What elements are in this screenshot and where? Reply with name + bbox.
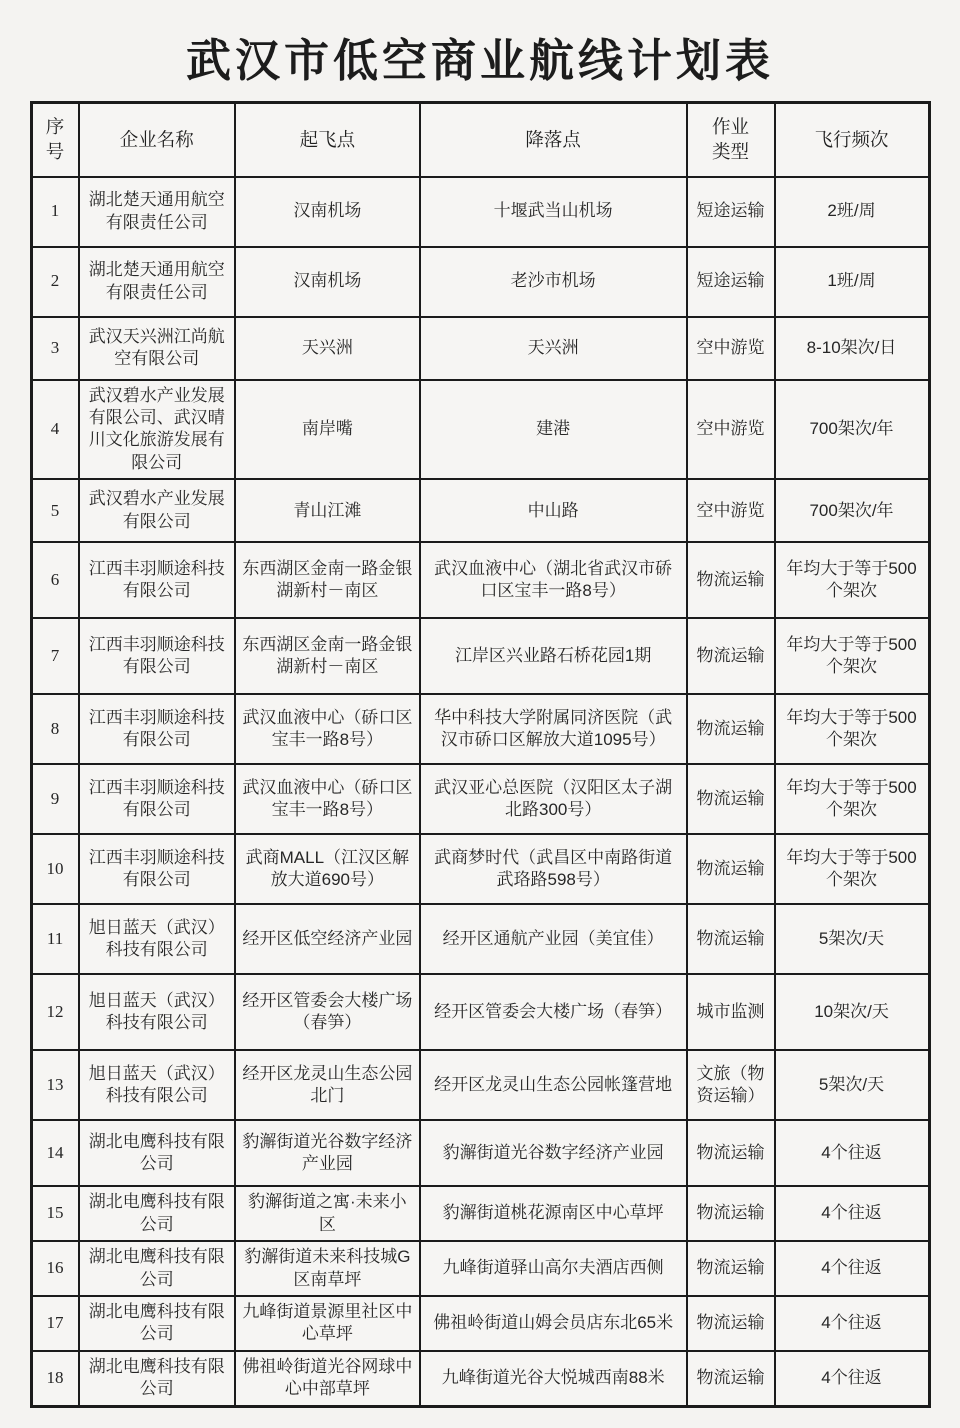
cell-landing-point: 老沙市机场 bbox=[420, 247, 687, 317]
cell-operation-type: 短途运输 bbox=[687, 247, 775, 317]
cell-flight-frequency: 年均大于等于500个架次 bbox=[775, 694, 929, 764]
cell-serial: 5 bbox=[31, 479, 79, 542]
cell-company: 湖北电鹰科技有限公司 bbox=[79, 1241, 235, 1296]
cell-takeoff-point: 汉南机场 bbox=[235, 247, 420, 317]
page-title: 武汉市低空商业航线计划表 bbox=[185, 35, 774, 86]
cell-company: 旭日蓝天（武汉）科技有限公司 bbox=[79, 974, 235, 1050]
table-row bbox=[31, 974, 929, 1050]
cell-landing-point: 经开区通航产业园（美宜佳） bbox=[420, 904, 687, 974]
cell-takeoff-point: 经开区低空经济产业园 bbox=[235, 904, 420, 974]
table-row bbox=[31, 317, 929, 380]
cell-operation-type: 物流运输 bbox=[687, 904, 775, 974]
cell-landing-point: 九峰街道驿山高尔夫酒店西侧 bbox=[420, 1241, 687, 1296]
cell-serial: 8 bbox=[31, 694, 79, 764]
routes-table bbox=[30, 101, 931, 1408]
cell-company: 江西丰羽顺途科技有限公司 bbox=[79, 764, 235, 834]
cell-flight-frequency: 700架次/年 bbox=[775, 380, 929, 480]
cell-serial: 1 bbox=[31, 177, 79, 247]
cell-operation-type: 城市监测 bbox=[687, 974, 775, 1050]
table-row bbox=[31, 904, 929, 974]
cell-landing-point: 中山路 bbox=[420, 479, 687, 542]
table-row bbox=[31, 618, 929, 694]
cell-takeoff-point: 武汉血液中心（硚口区宝丰一路8号） bbox=[235, 694, 420, 764]
cell-takeoff-point: 东西湖区金南一路金银湖新村－南区 bbox=[235, 542, 420, 618]
cell-company: 湖北电鹰科技有限公司 bbox=[79, 1351, 235, 1406]
cell-landing-point: 豹澥街道桃花源南区中心草坪 bbox=[420, 1186, 687, 1241]
cell-serial: 18 bbox=[31, 1351, 79, 1406]
cell-flight-frequency: 10架次/天 bbox=[775, 974, 929, 1050]
cell-landing-point: 佛祖岭街道山姆会员店东北65米 bbox=[420, 1296, 687, 1351]
cell-landing-point: 天兴洲 bbox=[420, 317, 687, 380]
cell-flight-frequency: 4个往返 bbox=[775, 1241, 929, 1296]
cell-company: 武汉碧水产业发展有限公司 bbox=[79, 479, 235, 542]
cell-serial: 13 bbox=[31, 1050, 79, 1120]
cell-landing-point: 九峰街道光谷大悦城西南88米 bbox=[420, 1351, 687, 1406]
cell-operation-type: 物流运输 bbox=[687, 1186, 775, 1241]
cell-serial: 16 bbox=[31, 1241, 79, 1296]
cell-company: 湖北楚天通用航空有限责任公司 bbox=[79, 247, 235, 317]
column-header-company: 企业名称 bbox=[79, 103, 235, 177]
table-row bbox=[31, 834, 929, 904]
cell-operation-type: 物流运输 bbox=[687, 542, 775, 618]
cell-operation-type: 物流运输 bbox=[687, 764, 775, 834]
cell-landing-point: 江岸区兴业路石桥花园1期 bbox=[420, 618, 687, 694]
cell-operation-type: 物流运输 bbox=[687, 834, 775, 904]
cell-serial: 12 bbox=[31, 974, 79, 1050]
cell-serial: 2 bbox=[31, 247, 79, 317]
cell-company: 江西丰羽顺途科技有限公司 bbox=[79, 618, 235, 694]
cell-operation-type: 物流运输 bbox=[687, 1241, 775, 1296]
table-row bbox=[31, 694, 929, 764]
cell-company: 湖北电鹰科技有限公司 bbox=[79, 1120, 235, 1186]
table-row bbox=[31, 1050, 929, 1120]
cell-operation-type: 短途运输 bbox=[687, 177, 775, 247]
table-row bbox=[31, 1186, 929, 1241]
cell-company: 江西丰羽顺途科技有限公司 bbox=[79, 542, 235, 618]
cell-takeoff-point: 南岸嘴 bbox=[235, 380, 420, 480]
cell-takeoff-point: 佛祖岭街道光谷网球中心中部草坪 bbox=[235, 1351, 420, 1406]
cell-landing-point: 武汉血液中心（湖北省武汉市硚口区宝丰一路8号） bbox=[420, 542, 687, 618]
cell-flight-frequency: 4个往返 bbox=[775, 1186, 929, 1241]
cell-flight-frequency: 1班/周 bbox=[775, 247, 929, 317]
cell-company: 旭日蓝天（武汉）科技有限公司 bbox=[79, 1050, 235, 1120]
cell-landing-point: 建港 bbox=[420, 380, 687, 480]
cell-operation-type: 文旅（物资运输） bbox=[687, 1050, 775, 1120]
table-row bbox=[31, 1241, 929, 1296]
cell-company: 湖北电鹰科技有限公司 bbox=[79, 1186, 235, 1241]
table-row bbox=[31, 479, 929, 542]
cell-operation-type: 空中游览 bbox=[687, 479, 775, 542]
cell-landing-point: 华中科技大学附属同济医院（武汉市硚口区解放大道1095号） bbox=[420, 694, 687, 764]
cell-company: 江西丰羽顺途科技有限公司 bbox=[79, 694, 235, 764]
cell-serial: 3 bbox=[31, 317, 79, 380]
cell-landing-point: 豹澥街道光谷数字经济产业园 bbox=[420, 1120, 687, 1186]
cell-takeoff-point: 九峰街道景源里社区中心草坪 bbox=[235, 1296, 420, 1351]
cell-serial: 11 bbox=[31, 904, 79, 974]
cell-landing-point: 十堰武当山机场 bbox=[420, 177, 687, 247]
cell-company: 武汉碧水产业发展有限公司、武汉晴川文化旅游发展有限公司 bbox=[79, 380, 235, 480]
column-header-serial: 序号 bbox=[31, 103, 79, 177]
cell-landing-point: 武汉亚心总医院（汉阳区太子湖北路300号） bbox=[420, 764, 687, 834]
cell-serial: 14 bbox=[31, 1120, 79, 1186]
cell-operation-type: 空中游览 bbox=[687, 380, 775, 480]
cell-landing-point: 经开区管委会大楼广场（春笋） bbox=[420, 974, 687, 1050]
cell-company: 旭日蓝天（武汉）科技有限公司 bbox=[79, 904, 235, 974]
table-row bbox=[31, 177, 929, 247]
table-row bbox=[31, 542, 929, 618]
column-header-landing: 降落点 bbox=[420, 103, 687, 177]
cell-takeoff-point: 豹澥街道未来科技城G区南草坪 bbox=[235, 1241, 420, 1296]
cell-takeoff-point: 青山江滩 bbox=[235, 479, 420, 542]
table-row bbox=[31, 1296, 929, 1351]
cell-serial: 15 bbox=[31, 1186, 79, 1241]
cell-company: 湖北电鹰科技有限公司 bbox=[79, 1296, 235, 1351]
table-body bbox=[31, 177, 929, 1407]
cell-landing-point: 经开区龙灵山生态公园帐篷营地 bbox=[420, 1050, 687, 1120]
cell-operation-type: 物流运输 bbox=[687, 1351, 775, 1406]
table-row bbox=[31, 247, 929, 317]
cell-flight-frequency: 700架次/年 bbox=[775, 479, 929, 542]
cell-flight-frequency: 4个往返 bbox=[775, 1296, 929, 1351]
cell-operation-type: 物流运输 bbox=[687, 618, 775, 694]
cell-takeoff-point: 豹澥街道光谷数字经济产业园 bbox=[235, 1120, 420, 1186]
cell-flight-frequency: 5架次/天 bbox=[775, 904, 929, 974]
table-row bbox=[31, 764, 929, 834]
cell-serial: 6 bbox=[31, 542, 79, 618]
cell-flight-frequency: 年均大于等于500个架次 bbox=[775, 618, 929, 694]
table-row bbox=[31, 1351, 929, 1406]
cell-flight-frequency: 年均大于等于500个架次 bbox=[775, 542, 929, 618]
cell-takeoff-point: 豹澥街道之寓·未来小区 bbox=[235, 1186, 420, 1241]
cell-takeoff-point: 武汉血液中心（硚口区宝丰一路8号） bbox=[235, 764, 420, 834]
cell-landing-point: 武商梦时代（武昌区中南路街道武珞路598号） bbox=[420, 834, 687, 904]
cell-flight-frequency: 年均大于等于500个架次 bbox=[775, 834, 929, 904]
cell-takeoff-point: 汉南机场 bbox=[235, 177, 420, 247]
column-header-takeoff: 起飞点 bbox=[235, 103, 420, 177]
cell-takeoff-point: 武商MALL（江汉区解放大道690号） bbox=[235, 834, 420, 904]
cell-takeoff-point: 经开区管委会大楼广场（春笋） bbox=[235, 974, 420, 1050]
cell-takeoff-point: 天兴洲 bbox=[235, 317, 420, 380]
table-row bbox=[31, 380, 929, 480]
cell-flight-frequency: 8-10架次/日 bbox=[775, 317, 929, 380]
cell-flight-frequency: 4个往返 bbox=[775, 1351, 929, 1406]
table-row bbox=[31, 1120, 929, 1186]
cell-operation-type: 物流运输 bbox=[687, 1120, 775, 1186]
cell-operation-type: 空中游览 bbox=[687, 317, 775, 380]
cell-company: 湖北楚天通用航空有限责任公司 bbox=[79, 177, 235, 247]
cell-serial: 9 bbox=[31, 764, 79, 834]
cell-flight-frequency: 2班/周 bbox=[775, 177, 929, 247]
cell-serial: 10 bbox=[31, 834, 79, 904]
cell-operation-type: 物流运输 bbox=[687, 1296, 775, 1351]
cell-company: 武汉天兴洲江尚航空有限公司 bbox=[79, 317, 235, 380]
column-header-frequency: 飞行频次 bbox=[775, 103, 929, 177]
cell-flight-frequency: 4个往返 bbox=[775, 1120, 929, 1186]
cell-serial: 4 bbox=[31, 380, 79, 480]
cell-flight-frequency: 年均大于等于500个架次 bbox=[775, 764, 929, 834]
cell-company: 江西丰羽顺途科技有限公司 bbox=[79, 834, 235, 904]
column-header-operation-type: 作业类型 bbox=[687, 103, 775, 177]
cell-operation-type: 物流运输 bbox=[687, 694, 775, 764]
cell-serial: 17 bbox=[31, 1296, 79, 1351]
cell-takeoff-point: 经开区龙灵山生态公园北门 bbox=[235, 1050, 420, 1120]
cell-serial: 7 bbox=[31, 618, 79, 694]
table-header-row bbox=[31, 103, 929, 177]
cell-takeoff-point: 东西湖区金南一路金银湖新村－南区 bbox=[235, 618, 420, 694]
cell-flight-frequency: 5架次/天 bbox=[775, 1050, 929, 1120]
